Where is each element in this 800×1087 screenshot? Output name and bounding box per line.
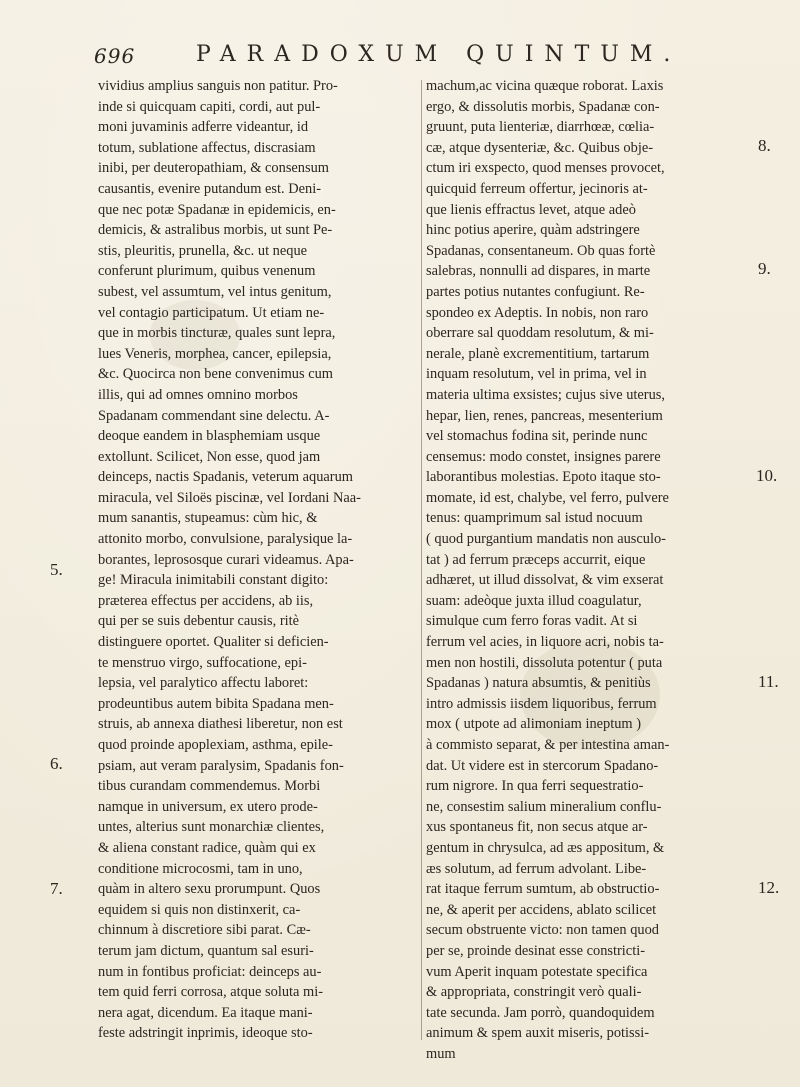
text-line: xus spontaneus fit, non secus atque ar- [426, 819, 648, 836]
text-line: ( quod purgantium mandatis non ausculo- [426, 531, 666, 548]
text-line: ferrum vel acies, in liquore acri, nobis ta- [426, 634, 664, 651]
text-line: materia ultima exsistes; cujus sive uterus, [426, 386, 665, 403]
text-line: moni juvaminis adferre videantur, id [98, 119, 309, 136]
text-line: distinguere oportet. Qualiter si deficien- [98, 634, 329, 651]
column-divider [421, 80, 422, 1040]
text-line: salebras, nonnulli ad dispares, in marte [426, 263, 651, 280]
text-line: inquam resolutum, vel in prima, vel in [426, 366, 647, 383]
text-line: ergo, & dissolutis morbis, Spadanæ con- [426, 98, 660, 115]
text-line: causantis, evenire putandum est. Deni- [98, 180, 321, 197]
text-line: vel contagio participatum. Ut etiam ne- [98, 304, 325, 321]
text-line: secum obstruente victo: non tamen quod [426, 922, 659, 939]
margin-number: 7. [50, 879, 63, 898]
text-line: Spadanam commendant sine delectu. A- [98, 407, 330, 424]
text-line: ne, & aperit per accidens, ablato scilicet [426, 901, 657, 918]
text-line: tat ) ad ferrum præceps accurrit, eique [426, 551, 646, 568]
text-line: conditione microcosmi, tam in uno, [98, 860, 303, 877]
text-line: tenus: quamprimum sal istud nocuum [426, 510, 643, 527]
text-line: præterea effectus per accidens, ab iis, [98, 592, 314, 609]
page-header [0, 44, 800, 72]
text-line: namque in universum, ex utero prode- [98, 798, 318, 815]
margin-number: 10. [756, 466, 778, 485]
text-line: illis, qui ad omnes omnino morbos [98, 386, 298, 403]
text-line: quicquid ferreum offertur, jecinoris at- [426, 180, 648, 197]
text-line: ge! Miracula inimitabili constant digito: [98, 572, 329, 589]
text-line: demicis, & astralibus morbis, ut sunt Pe- [98, 222, 333, 239]
text-line: ctum iri exspecto, quod menses provocet, [426, 160, 665, 177]
text-line: que nec potæ Spadanæ in epidemicis, en- [98, 201, 336, 218]
text-line: nera agat, dicendum. Ea itaque mani- [98, 1004, 313, 1021]
text-line: borantes, leprososque curari videamus. Apa- [98, 551, 354, 568]
text-line: æs solutum, ad ferrum advolant. Libe- [426, 860, 647, 877]
text-line: rat itaque ferrum sumtum, ab obstructio- [426, 881, 660, 898]
text-line: inde si quicquam capiti, cordi, aut pul- [98, 98, 321, 115]
right-text-column [426, 76, 744, 1065]
margin-number: 5. [50, 560, 63, 579]
text-line: totum, sublatione affectus, discrasiam [98, 139, 316, 156]
text-line: gentum in chrysulca, ad æs appositum, & [426, 839, 665, 856]
text-line: men non hostili, dissoluta potentur ( puta [426, 654, 663, 671]
text-line: subest, vel assumtum, vel intus genitum, [98, 283, 332, 300]
text-line: lepsia, vel paralytico affectu laboret: [98, 675, 309, 692]
text-line: gruunt, puta lienteriæ, diarrhœæ, cœlia- [426, 119, 655, 136]
text-line: ne, consestim salium mineralium conflu- [426, 798, 662, 815]
text-line: feste adstringit inprimis, ideoque sto- [98, 1025, 313, 1042]
text-line: struis, ab annexa diathesi liberetur, non est [98, 716, 343, 733]
text-line: laborantibus molestias. Epoto itaque sto- [426, 469, 661, 486]
text-line: &c. Quocirca non bene convenimus cum [98, 366, 333, 383]
text-line: extollunt. Scilicet, Non esse, quod jam [98, 448, 321, 465]
text-line: miracula, vel Siloës piscinæ, vel Iordani Naa- [98, 489, 361, 506]
text-line: animum & spem auxit miseris, potissi- [426, 1025, 650, 1042]
margin-number: 6. [50, 754, 63, 773]
text-line: inibi, per deuteropathiam, & consensum [98, 160, 329, 177]
text-line: censemus: modo constet, insignes parere [426, 448, 661, 465]
text-line: psiam, aut veram paralysim, Spadanis fon- [98, 757, 344, 774]
text-line: quàm in altero sexu prorumpunt. Quos [98, 881, 321, 898]
text-line: stis, pleuritis, prunella, &c. ut neque [98, 242, 308, 259]
text-line: oberrare sal quoddam resolutum, & mi- [426, 325, 654, 342]
text-line: vividius amplius sanguis non patitur. Pro- [98, 78, 338, 94]
text-line: attonito morbo, convulsione, paralysique la- [98, 531, 353, 548]
text-line: hinc potius aperire, quàm adstringere [426, 222, 640, 239]
text-line: mum [426, 1045, 456, 1062]
margin-number: 12. [758, 878, 780, 897]
text-line: deinceps, nactis Spadanis, veterum aquarum [98, 469, 353, 486]
text-line: terum jam dictum, quantum sal esuri- [98, 942, 314, 959]
text-line: suam: adeòque juxta illud coagulatur, [426, 592, 642, 609]
text-line: partes potius nutantes confugiunt. Re- [426, 283, 645, 300]
text-line: que in morbis tincturæ, quales sunt lepra, [98, 325, 336, 342]
left-text-column [98, 76, 416, 1044]
text-line: tibus curandam commendemus. Morbi [98, 778, 321, 795]
text-line: deoque eandem in blasphemiam usque [98, 428, 321, 445]
text-line: num in fontibus proficiat: deinceps au- [98, 963, 322, 980]
text-line: conferunt plurimum, quibus venenum [98, 263, 316, 280]
text-line: vel stomachus fodina sit, perinde nunc [426, 428, 648, 445]
text-line: chinnum à discretiore sibi parat. Cæ- [98, 922, 311, 939]
margin-number: 9. [758, 259, 771, 278]
text-line: untes, alterius sunt monarchiæ clientes, [98, 819, 325, 836]
text-line: momate, id est, chalybe, vel ferro, pulvere [426, 489, 669, 506]
text-line: simulque cum ferro foras vadit. At si [426, 613, 638, 630]
text-line: dat. Ut videre est in stercorum Spadano- [426, 757, 659, 774]
text-line: & aliena constant radice, quàm qui ex [98, 839, 316, 856]
text-line: quod proinde apoplexiam, asthma, epile- [98, 737, 333, 753]
margin-number: 11. [758, 672, 779, 691]
text-line: per se, proinde desinat esse constricti- [426, 942, 645, 959]
text-line: vum Aperit inquam potestate specifica [426, 963, 648, 980]
text-line: nerale, planè excrementitium, tartarum [426, 345, 650, 362]
margin-number: 8. [758, 136, 771, 155]
text-line: prodeuntibus autem bibita Spadana men- [98, 695, 334, 712]
text-line: adhæret, ut illud dissolvat, & vim exserat [426, 572, 664, 589]
text-line: tem quid ferri corrosa, atque soluta mi- [98, 984, 323, 1001]
text-line: mox ( utpote ad alimoniam ineptum ) [426, 716, 642, 733]
text-line: machum,ac vicina quæque roborat. Laxis [426, 78, 664, 94]
text-line: cæ, atque dysenteriæ, &c. Quibus obje- [426, 139, 654, 156]
text-line: tate secunda. Jam porrò, quandoquidem [426, 1004, 655, 1021]
text-line: Spadanas ) natura absumtis, & penitiùs [426, 675, 651, 692]
page-number: 696 [94, 44, 136, 68]
text-line: te menstruo virgo, suffocatione, epi- [98, 654, 307, 671]
text-line: equidem si quis non distinxerit, ca- [98, 901, 301, 918]
text-line: que lienis effractus levet, atque adeò [426, 201, 636, 218]
text-line: spondeo ex Adeptis. In nobis, non raro [426, 304, 649, 321]
text-line: rum nigrore. In qua ferri sequestratio- [426, 778, 644, 795]
running-title: PARADOXUM QUINTUM. [196, 42, 682, 67]
text-line: Spadanas, consentaneum. Ob quas fortè [426, 242, 656, 259]
text-line: mum sanantis, stupeamus: cùm hic, & [98, 510, 318, 527]
text-line: à commisto separat, & per intestina aman- [426, 737, 670, 753]
text-line: intro admissis iisdem liquoribus, ferrum [426, 695, 657, 712]
text-line: hepar, lien, renes, pancreas, mesenterium [426, 407, 663, 424]
text-line: qui per se suis debentur causis, ritè [98, 613, 300, 630]
text-line: lues Veneris, morphea, cancer, epilepsia, [98, 345, 332, 362]
text-line: & appropriata, constringit verò quali- [426, 984, 642, 1001]
